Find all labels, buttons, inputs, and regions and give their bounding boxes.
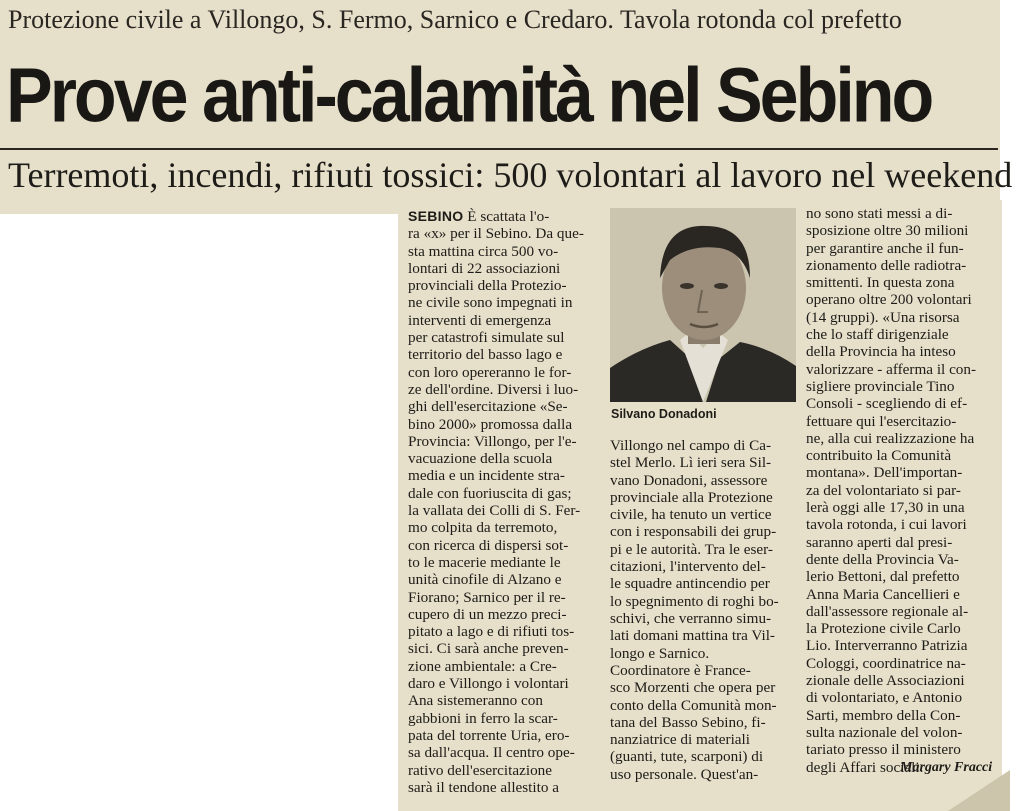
text-line bbox=[806, 637, 996, 654]
text-line-content: daro e Villongo i volontari bbox=[408, 675, 569, 693]
text-line bbox=[408, 467, 604, 484]
text-line bbox=[806, 413, 996, 430]
text-line-content: con ricerca di dispersi sot- bbox=[408, 536, 569, 554]
text-line bbox=[806, 534, 996, 551]
text-line bbox=[610, 748, 798, 765]
text-line-content: Fiorano; Sarnico per il re- bbox=[408, 588, 566, 606]
text-line-content: dale con fuoriuscita di gas; bbox=[408, 484, 572, 502]
text-line bbox=[610, 679, 798, 696]
text-line-content: sici. Ci sarà anche preven- bbox=[408, 640, 569, 658]
text-line bbox=[806, 568, 996, 585]
text-line-content: lerio Bettoni, dal prefetto bbox=[806, 568, 960, 586]
text-line bbox=[610, 489, 798, 506]
text-line bbox=[408, 329, 604, 346]
text-line-content: lati domani mattina tra Vil- bbox=[610, 627, 775, 645]
text-line-content: Villongo nel campo di Ca- bbox=[610, 437, 772, 454]
text-line-content: sulta nazionale del volon- bbox=[806, 723, 963, 741]
text-line-content: ra «x» per il Sebino. Da que- bbox=[408, 225, 584, 243]
text-line-content: provinciale alla Protezione bbox=[610, 488, 773, 506]
text-line-content: Ana sistemeranno con bbox=[408, 692, 543, 710]
text-line bbox=[806, 395, 996, 412]
text-line bbox=[806, 205, 996, 222]
text-line bbox=[806, 430, 996, 447]
text-line-content: per catastrofi simulate sul bbox=[408, 329, 565, 347]
text-line bbox=[806, 724, 996, 741]
text-line bbox=[806, 603, 996, 620]
text-line bbox=[408, 606, 604, 623]
text-line-content: sco Morzenti che opera per bbox=[610, 679, 776, 697]
text-line-content: gabbioni in ferro la scar- bbox=[408, 709, 558, 727]
author-byline: Margary Fracci bbox=[900, 760, 993, 775]
text-line-content: ne, alla cui realizzazione ha bbox=[806, 429, 975, 447]
article-column-3 bbox=[806, 205, 996, 776]
text-line-content: rativo dell'esercitazione bbox=[408, 761, 552, 779]
text-line-content: montana». Dell'importan- bbox=[806, 464, 963, 482]
text-line-content: smittenti. In questa zona bbox=[806, 274, 955, 292]
text-line bbox=[610, 454, 798, 471]
text-line bbox=[806, 499, 996, 516]
article-column-2 bbox=[610, 437, 798, 662]
text-line bbox=[610, 523, 798, 540]
text-line-content: con loro opereranno le for- bbox=[408, 363, 572, 381]
divider-rule bbox=[0, 148, 998, 150]
text-line-content: zionale delle Associazioni bbox=[806, 672, 965, 690]
text-line-content: conto della Comunità mon- bbox=[610, 696, 777, 714]
text-line bbox=[610, 645, 798, 662]
text-line bbox=[408, 710, 604, 727]
text-line-content: operano oltre 200 volontari bbox=[806, 291, 972, 309]
text-line-content: la vallata dei Colli di S. Fer- bbox=[408, 502, 581, 520]
text-line bbox=[408, 692, 604, 709]
text-line-content: degli Affari sociali. bbox=[806, 758, 924, 776]
text-line-content: lo spegnimento di roghi bo- bbox=[610, 592, 779, 610]
text-line bbox=[408, 277, 604, 294]
text-line-content: valorizzare - afferma il con- bbox=[806, 360, 977, 378]
text-line bbox=[610, 610, 798, 627]
text-line bbox=[610, 472, 798, 489]
text-line-content: stel Merlo. Lì ieri sera Sil- bbox=[610, 454, 772, 472]
text-line-content: che lo staff dirigenziale bbox=[806, 326, 949, 344]
text-line-content: Anna Maria Cancellieri e bbox=[806, 585, 960, 603]
article-column-2-second-paragraph bbox=[610, 662, 798, 783]
text-line-content: della Provincia ha inteso bbox=[806, 343, 956, 361]
text-line bbox=[408, 225, 604, 242]
text-line bbox=[806, 274, 996, 291]
text-line-content: Coordinatore è France- bbox=[610, 662, 751, 679]
text-line bbox=[806, 222, 996, 239]
text-line bbox=[408, 640, 604, 657]
text-line bbox=[408, 779, 604, 796]
text-line-content: sposizione oltre 30 milioni bbox=[806, 222, 969, 240]
text-line-content: le squadre antincendio per bbox=[610, 575, 770, 593]
text-line bbox=[806, 378, 996, 395]
text-line bbox=[408, 381, 604, 398]
text-line-content: territorio del basso lago e bbox=[408, 346, 563, 364]
text-line bbox=[806, 586, 996, 603]
text-line bbox=[806, 655, 996, 672]
text-line bbox=[806, 707, 996, 724]
text-line-content: dente della Provincia Va- bbox=[806, 550, 959, 568]
text-line-content: cupero di un mezzo preci- bbox=[408, 605, 567, 623]
portrait-image bbox=[610, 208, 796, 402]
text-line-content: tana del Basso Sebino, fi- bbox=[610, 713, 766, 731]
text-line-content: interventi di emergenza bbox=[408, 311, 552, 329]
text-line-content: pi e le autorità. Tra le eser- bbox=[610, 540, 773, 558]
text-line-content: tariato presso il ministero bbox=[806, 741, 961, 759]
text-line bbox=[610, 714, 798, 731]
text-line bbox=[806, 516, 996, 533]
text-line-content: pitato a lago e di rifiuti tos- bbox=[408, 623, 575, 641]
text-line-content: zione ambientale: a Cre- bbox=[408, 657, 557, 675]
text-line bbox=[408, 243, 604, 260]
text-line-content: pata del torrente Uria, ero- bbox=[408, 726, 570, 744]
article-column-1 bbox=[408, 208, 604, 796]
text-line-content: longo e Sarnico. bbox=[610, 644, 710, 662]
text-line-content: (14 gruppi). «Una risorsa bbox=[806, 308, 960, 326]
text-line bbox=[408, 571, 604, 588]
text-line bbox=[408, 208, 604, 225]
text-line bbox=[806, 326, 996, 343]
text-line-content: per garantire anche il fun- bbox=[806, 239, 964, 257]
text-line bbox=[806, 309, 996, 326]
text-line-content: fettuare qui l'esercitazio- bbox=[806, 412, 957, 430]
text-line bbox=[610, 662, 798, 679]
text-line bbox=[610, 437, 798, 454]
text-line-content: (guanti, tute, scarponi) di bbox=[610, 748, 764, 766]
dateline: SEBINO bbox=[408, 208, 464, 224]
text-line bbox=[408, 623, 604, 640]
text-line-content: È scattata l'o- bbox=[463, 208, 550, 225]
text-line-content: contribuito la Comunità bbox=[806, 447, 952, 465]
text-line-content: Lio. Interverranno Patrizia bbox=[806, 637, 968, 655]
text-line bbox=[806, 343, 996, 360]
text-line-content: nanziatrice di materiali bbox=[610, 731, 750, 749]
text-line bbox=[408, 519, 604, 536]
text-line bbox=[610, 766, 798, 783]
text-line-content: provinciali della Protezio- bbox=[408, 277, 567, 295]
text-line bbox=[806, 257, 996, 274]
text-line-content: saranno aperti dal presi- bbox=[806, 533, 953, 551]
text-line bbox=[806, 689, 996, 706]
text-line-content: la Protezione civile Carlo bbox=[806, 620, 961, 638]
text-line bbox=[408, 364, 604, 381]
text-line-content: media e un incidente stra- bbox=[408, 467, 565, 485]
text-line-content: unità cinofile di Alzano e bbox=[408, 571, 562, 589]
text-line bbox=[408, 762, 604, 779]
text-line-content: civile, ha tenuto un vertice bbox=[610, 506, 772, 524]
text-line bbox=[408, 744, 604, 761]
text-line bbox=[408, 294, 604, 311]
text-line bbox=[610, 558, 798, 575]
text-line bbox=[610, 541, 798, 558]
text-line-content: Provincia: Villongo, per l'e- bbox=[408, 432, 577, 450]
text-line bbox=[408, 554, 604, 571]
headline: Prove anti-calamità nel Sebino bbox=[6, 52, 932, 139]
text-line-content: sarà il tendone allestito a bbox=[408, 778, 559, 796]
text-line bbox=[408, 485, 604, 502]
text-line-content: mo colpita da terremoto, bbox=[408, 519, 558, 537]
text-line bbox=[610, 593, 798, 610]
text-line-content: Cologgi, coordinatrice na- bbox=[806, 654, 966, 672]
text-line-content: schivi, che verranno simu- bbox=[610, 609, 772, 627]
text-line-content: di volontariato, e Antonio bbox=[806, 689, 963, 707]
text-line bbox=[408, 433, 604, 450]
text-line-content: sta mattina circa 500 vo- bbox=[408, 242, 559, 260]
text-line-content: zionamento delle radiotra- bbox=[806, 256, 967, 274]
text-line-content: uso personale. Quest'an- bbox=[610, 765, 759, 783]
text-line bbox=[408, 312, 604, 329]
text-line-content: bino 2000» promossa dalla bbox=[408, 415, 573, 433]
portrait-photo bbox=[610, 208, 796, 402]
text-line bbox=[408, 398, 604, 415]
text-line-content: sigliere provinciale Tino bbox=[806, 377, 955, 395]
text-line bbox=[408, 675, 604, 692]
text-line bbox=[806, 240, 996, 257]
text-line bbox=[408, 450, 604, 467]
text-line-content: tavola rotonda, i cui lavori bbox=[806, 516, 967, 534]
text-line bbox=[806, 482, 996, 499]
text-line bbox=[610, 697, 798, 714]
text-line bbox=[610, 506, 798, 523]
text-line bbox=[408, 260, 604, 277]
photo-caption: Silvano Donadoni bbox=[611, 407, 717, 421]
text-line bbox=[610, 575, 798, 592]
text-line bbox=[408, 416, 604, 433]
text-line bbox=[408, 502, 604, 519]
text-line bbox=[408, 537, 604, 554]
text-line-content: vano Donadoni, assessore bbox=[610, 471, 768, 489]
text-line-content: con i responsabili dei grup- bbox=[610, 523, 777, 541]
text-line bbox=[806, 672, 996, 689]
text-line-content: Sarti, membro della Con- bbox=[806, 706, 961, 724]
text-line bbox=[806, 464, 996, 481]
text-line-content: to le macerie mediante le bbox=[408, 553, 561, 571]
text-line bbox=[610, 731, 798, 748]
text-line-content: ghi dell'esercitazione «Se- bbox=[408, 398, 568, 416]
text-line bbox=[806, 741, 996, 758]
text-line bbox=[408, 346, 604, 363]
text-line-content: lontari di 22 associazioni bbox=[408, 259, 561, 277]
text-line bbox=[408, 727, 604, 744]
text-line-content: vacuazione della scuola bbox=[408, 450, 553, 468]
text-line bbox=[408, 658, 604, 675]
text-line-content: sa dall'acqua. Il centro ope- bbox=[408, 744, 575, 762]
text-line-content: dall'assessore regionale al- bbox=[806, 602, 969, 620]
text-line bbox=[806, 447, 996, 464]
text-line bbox=[806, 620, 996, 637]
text-line-content: citazioni, l'intervento del- bbox=[610, 558, 766, 576]
text-line bbox=[610, 627, 798, 644]
text-line bbox=[806, 361, 996, 378]
text-line-content: za del volontariato si par- bbox=[806, 481, 961, 499]
text-line-content: lerà oggi alle 17,30 in una bbox=[806, 499, 965, 517]
text-line bbox=[806, 291, 996, 308]
text-line-content: ze dell'ordine. Diversi i luo- bbox=[408, 380, 579, 398]
text-line-content: Consoli - scegliendo di ef- bbox=[806, 395, 968, 413]
text-line bbox=[806, 551, 996, 568]
kicker-line: Protezione civile a Villongo, S. Fermo, Sarnico e Credaro. Tavola rotonda col prefetto bbox=[8, 5, 902, 34]
text-line bbox=[408, 589, 604, 606]
text-line-content: no sono stati messi a di- bbox=[806, 205, 953, 222]
subheadline: Terremoti, incendi, rifiuti tossici: 500 volontari al lavoro nel weekend bbox=[8, 155, 1013, 195]
text-line-content: ne civile sono impegnati in bbox=[408, 294, 573, 312]
